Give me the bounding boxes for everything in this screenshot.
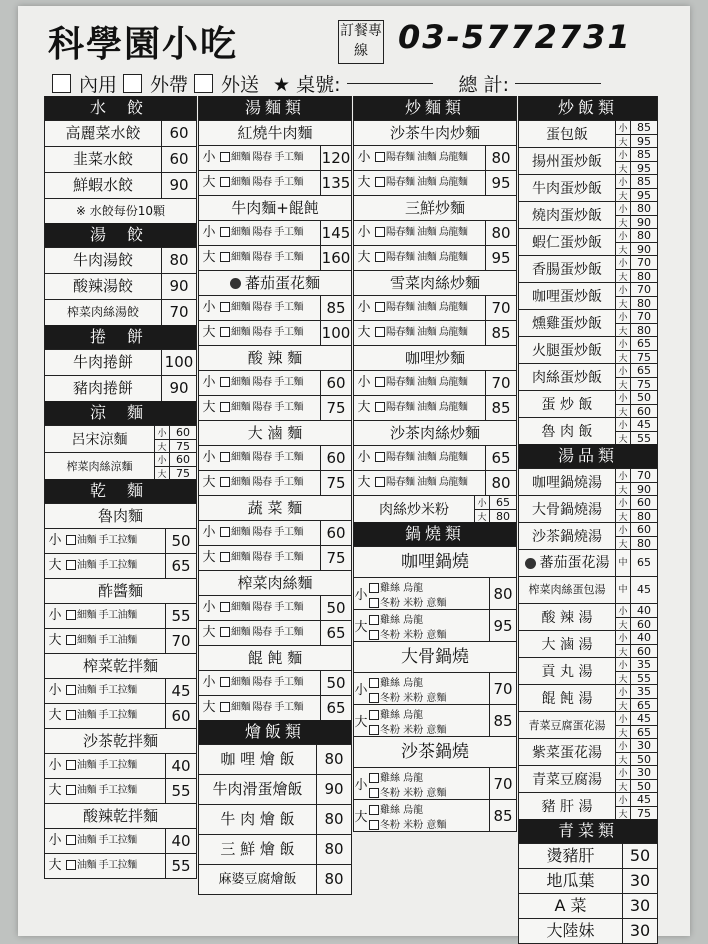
checkbox-icon[interactable] <box>220 627 230 637</box>
menu-item[interactable]: 大 滷 湯 小 大 40 60 <box>519 630 657 657</box>
size-option[interactable]: 小 陽春麵 油麵 烏龍麵 65 <box>354 445 516 470</box>
menu-item-title: 沙茶鍋燒 <box>354 736 516 767</box>
checkbox-icon[interactable] <box>375 402 385 412</box>
menu-item[interactable]: 蕃茄蛋花湯 中 65 <box>519 549 657 576</box>
menu-item[interactable]: 咖 哩 燴 飯 80 <box>199 744 351 774</box>
size-option[interactable]: 小 細麵 陽春 手工麵 145 <box>199 220 351 245</box>
size-option[interactable]: 小 油麵 手工拉麵 40 <box>45 828 196 853</box>
checkbox-icon[interactable] <box>220 377 230 387</box>
checkbox-icon[interactable] <box>220 552 230 562</box>
size-option[interactable]: 小 雞絲 烏龍 冬粉 米粉 意麵 70 <box>354 767 516 799</box>
size-option[interactable]: 小 油麵 手工拉麵 45 <box>45 678 196 703</box>
section-title: 青菜類 <box>519 819 657 843</box>
column-2 <box>198 96 352 895</box>
menu-item[interactable]: 貢 丸 湯 小 大 35 55 <box>519 657 657 684</box>
menu-item[interactable]: A 菜 30 <box>519 893 657 918</box>
size-option[interactable]: 小 細麵 陽春 手工麵 85 <box>199 295 351 320</box>
checkbox-icon[interactable] <box>375 252 385 262</box>
checkbox-icon[interactable] <box>369 583 379 593</box>
checkbox-icon[interactable] <box>375 327 385 337</box>
menu-item[interactable]: 牛肉湯餃 80 <box>45 247 196 273</box>
dumplings-section <box>44 96 197 879</box>
size-option[interactable]: 小 細麵 手工油麵 55 <box>45 603 196 628</box>
checkbox-icon[interactable] <box>220 327 230 337</box>
section-title: 涼 麵 <box>45 401 196 425</box>
size-option[interactable]: 小 陽春麵 油麵 烏龍麵 80 <box>354 145 516 170</box>
menu-item[interactable]: 青菜豆腐蛋花湯 小 大 45 65 <box>519 711 657 738</box>
checkbox-icon[interactable] <box>369 788 379 798</box>
menu-item-title: 大 滷 麵 <box>199 420 351 445</box>
size-option[interactable]: 小 細麵 陽春 手工麵 60 <box>199 520 351 545</box>
menu-item[interactable]: 蛋 炒 飯 小 大 50 60 <box>519 390 657 417</box>
checkbox-icon[interactable] <box>369 678 379 688</box>
menu-item-title: 大骨鍋燒 <box>354 641 516 672</box>
table-number-label: ★ 桌號: <box>273 74 341 96</box>
checkbox-icon[interactable] <box>375 177 385 187</box>
menu-item-title: 蔬 菜 麵 <box>199 495 351 520</box>
menu-item[interactable]: 牛肉捲餅 100 <box>45 349 196 375</box>
size-option[interactable]: 小 油麵 手工拉麵 50 <box>45 528 196 553</box>
menu-item[interactable]: 燒肉蛋炒飯 小 大 80 90 <box>519 201 657 228</box>
menu-item[interactable]: 青菜豆腐湯 小 大 30 50 <box>519 765 657 792</box>
menu-item[interactable]: 揚州蛋炒飯 小 大 85 95 <box>519 147 657 174</box>
delivery-label: 外送 <box>221 74 260 96</box>
tomato-icon <box>230 278 241 289</box>
menu-item[interactable]: 蝦仁蛋炒飯 小 大 80 90 <box>519 228 657 255</box>
size-option[interactable]: 小 細麵 陽春 手工麵 50 <box>199 595 351 620</box>
size-option[interactable]: 大 陽春麵 油麵 烏龍麵 95 <box>354 170 516 195</box>
menu-item[interactable]: 紫菜蛋花湯 小 大 30 50 <box>519 738 657 765</box>
menu-item-title: 酸 辣 麵 <box>199 345 351 370</box>
menu-item-title: 沙茶肉絲炒麵 <box>354 420 516 445</box>
checkbox-icon[interactable] <box>220 152 230 162</box>
checkbox-icon[interactable] <box>220 452 230 462</box>
size-option[interactable]: 小 雞絲 烏龍 冬粉 米粉 意麵 70 <box>354 672 516 704</box>
size-option[interactable]: 大 細麵 陽春 手工麵 65 <box>199 620 351 645</box>
table-number-field[interactable] <box>347 83 433 84</box>
menu-item-title: 三鮮炒麵 <box>354 195 516 220</box>
checkbox-icon[interactable] <box>369 615 379 625</box>
menu-item[interactable]: 酸 辣 湯 小 大 40 60 <box>519 603 657 630</box>
column-3 <box>353 96 517 832</box>
menu-item-title: 牛肉麵+餛飩 <box>199 195 351 220</box>
checkbox-icon[interactable] <box>375 452 385 462</box>
checkbox-icon[interactable] <box>375 227 385 237</box>
section-title: 燴飯類 <box>199 720 351 744</box>
size-option[interactable]: 大 油麵 手工拉麵 60 <box>45 703 196 728</box>
menu-item[interactable]: 榨菜肉絲涼麵 小 大 60 75 <box>45 452 196 479</box>
menu-item[interactable]: 榨菜肉絲湯餃 70 <box>45 299 196 325</box>
menu-item-title: 蕃茄蛋花麵 <box>199 270 351 295</box>
menu-item[interactable]: 酸辣湯餃 90 <box>45 273 196 299</box>
size-option[interactable]: 小 細麵 陽春 手工麵 60 <box>199 370 351 395</box>
total-field[interactable] <box>515 83 601 84</box>
menu-item-title: 榨菜肉絲麵 <box>199 570 351 595</box>
checkbox-icon[interactable] <box>369 693 379 703</box>
size-option[interactable]: 小 陽春麵 油麵 烏龍麵 70 <box>354 295 516 320</box>
menu-item-title: 酢醬麵 <box>45 578 196 603</box>
size-option[interactable]: 大 細麵 陽春 手工麵 75 <box>199 545 351 570</box>
menu-item[interactable]: 牛 肉 燴 飯 80 <box>199 804 351 834</box>
checkbox-icon[interactable] <box>220 302 230 312</box>
size-option[interactable]: 小 雞絲 烏龍 冬粉 米粉 意麵 80 <box>354 577 516 609</box>
tomato-icon <box>525 558 536 569</box>
size-option[interactable]: 大 陽春麵 油麵 烏龍麵 80 <box>354 470 516 495</box>
checkbox-icon[interactable] <box>220 477 230 487</box>
menu-item-title: 沙茶牛肉炒麵 <box>354 120 516 145</box>
menu-item-title: 餛 飩 麵 <box>199 645 351 670</box>
menu-item-title: 紅燒牛肉麵 <box>199 120 351 145</box>
checkbox-icon[interactable] <box>220 177 230 187</box>
phone-number: 03-5772731 <box>398 18 632 56</box>
menu-item-title: 沙茶乾拌麵 <box>45 728 196 753</box>
checkbox-icon[interactable] <box>375 477 385 487</box>
section-title: 湯 餃 <box>45 223 196 247</box>
menu-item[interactable]: 香腸蛋炒飯 小 大 70 80 <box>519 255 657 282</box>
order-options-row <box>52 70 601 97</box>
menu-item[interactable]: 燙豬肝 50 <box>519 843 657 868</box>
checkbox-icon[interactable] <box>369 805 379 815</box>
menu-item-title: 咖哩炒麵 <box>354 345 516 370</box>
menu-item[interactable]: 蛋包飯 小 大 85 95 <box>519 120 657 147</box>
size-option[interactable]: 小 油麵 手工拉麵 40 <box>45 753 196 778</box>
size-option[interactable]: 大 細麵 陽春 手工麵 135 <box>199 170 351 195</box>
section-title: 炒麵類 <box>354 96 516 120</box>
menu-item-title: 魯肉麵 <box>45 503 196 528</box>
size-option[interactable]: 小 細麵 陽春 手工麵 50 <box>199 670 351 695</box>
menu-item-title: 雪菜肉絲炒麵 <box>354 270 516 295</box>
menu-item[interactable]: 肉絲蛋炒飯 小 大 65 75 <box>519 363 657 390</box>
menu-item[interactable]: 鮮蝦水餃 90 <box>45 172 196 198</box>
checkbox-icon[interactable] <box>220 402 230 412</box>
size-option[interactable]: 大 陽春麵 油麵 烏龍麵 85 <box>354 395 516 420</box>
fried-rice-section <box>518 96 658 944</box>
size-option[interactable]: 大 雞絲 烏龍 冬粉 米粉 意麵 85 <box>354 704 516 736</box>
menu-item-title: 酸辣乾拌麵 <box>45 803 196 828</box>
size-option[interactable]: 大 油麵 手工拉麵 65 <box>45 553 196 578</box>
menu-item[interactable]: 豬肉捲餅 90 <box>45 375 196 401</box>
checkbox-icon[interactable] <box>369 725 379 735</box>
section-title: 乾 麵 <box>45 479 196 503</box>
section-title: 鍋燒類 <box>354 522 516 546</box>
section-title: 湯品類 <box>519 444 657 468</box>
checkbox-icon[interactable] <box>369 710 379 720</box>
menu-item[interactable]: 豬 肝 湯 小 大 45 75 <box>519 792 657 819</box>
size-option[interactable]: 大 雞絲 烏龍 冬粉 米粉 意麵 85 <box>354 799 516 831</box>
size-option[interactable]: 大 細麵 陽春 手工麵 75 <box>199 470 351 495</box>
size-option[interactable]: 大 細麵 陽春 手工麵 160 <box>199 245 351 270</box>
menu-item-title: 榨菜乾拌麵 <box>45 653 196 678</box>
menu-item[interactable]: 榨菜肉絲蛋包湯 中 45 <box>519 576 657 603</box>
checkbox-icon[interactable] <box>375 302 385 312</box>
size-option[interactable]: 大 油麵 手工拉麵 55 <box>45 853 196 878</box>
checkbox-icon[interactable] <box>369 820 379 830</box>
menu-item[interactable]: 麻婆豆腐燴飯 80 <box>199 864 351 894</box>
menu-item[interactable]: 燻雞蛋炒飯 小 大 70 80 <box>519 309 657 336</box>
section-title: 炒飯類 <box>519 96 657 120</box>
menu-item[interactable]: 火腿蛋炒飯 小 大 65 75 <box>519 336 657 363</box>
takeout-label: 外帶 <box>150 74 189 96</box>
checkbox-icon[interactable] <box>375 377 385 387</box>
menu-item[interactable]: 韭菜水餃 60 <box>45 146 196 172</box>
dine-in-checkbox[interactable] <box>52 74 71 93</box>
section-title: 捲 餅 <box>45 325 196 349</box>
checkbox-icon[interactable] <box>220 252 230 262</box>
menu-item[interactable]: 咖哩鍋燒湯 小 大 70 90 <box>519 468 657 495</box>
checkbox-icon[interactable] <box>220 227 230 237</box>
size-option[interactable]: 大 雞絲 烏龍 冬粉 米粉 意麵 95 <box>354 609 516 641</box>
dine-in-label: 內用 <box>79 74 118 96</box>
size-option[interactable]: 大 細麵 陽春 手工麵 65 <box>199 695 351 720</box>
size-option[interactable]: 小 細麵 陽春 手工麵 60 <box>199 445 351 470</box>
checkbox-icon[interactable] <box>220 677 230 687</box>
menu-item[interactable]: 地瓜葉 30 <box>519 868 657 893</box>
size-option[interactable]: 大 陽春麵 油麵 烏龍麵 85 <box>354 320 516 345</box>
size-option[interactable]: 大 陽春麵 油麵 烏龍麵 95 <box>354 245 516 270</box>
column-1 <box>44 96 197 879</box>
checkbox-icon[interactable] <box>369 598 379 608</box>
size-option[interactable]: 大 油麵 手工拉麵 55 <box>45 778 196 803</box>
size-option[interactable]: 大 細麵 手工油麵 70 <box>45 628 196 653</box>
checkbox-icon[interactable] <box>369 773 379 783</box>
section-title: 湯麵類 <box>199 96 351 120</box>
menu-item[interactable]: 咖哩蛋炒飯 小 大 70 80 <box>519 282 657 309</box>
menu-item[interactable]: 魯 肉 飯 小 大 45 55 <box>519 417 657 444</box>
menu-item[interactable]: 牛肉蛋炒飯 小 大 85 95 <box>519 174 657 201</box>
section-title: 水 餃 <box>45 96 196 120</box>
checkbox-icon[interactable] <box>220 702 230 712</box>
order-hotline-label: 訂餐專線 <box>338 20 384 64</box>
menu-item[interactable]: 肉絲炒米粉 小 大 65 80 <box>354 495 516 522</box>
checkbox-icon[interactable] <box>220 527 230 537</box>
column-4 <box>518 96 658 944</box>
dumplings-note: ※ 水餃每份10顆 <box>45 198 196 223</box>
menu-item[interactable]: 呂宋涼麵 小 大 60 75 <box>45 425 196 452</box>
menu-item-title: 咖哩鍋燒 <box>354 546 516 577</box>
checkbox-icon[interactable] <box>220 602 230 612</box>
total-label: 總 計: <box>458 74 509 96</box>
menu-item[interactable]: 大骨鍋燒湯 小 大 60 80 <box>519 495 657 522</box>
size-option[interactable]: 小 陽春麵 油麵 烏龍麵 80 <box>354 220 516 245</box>
menu-item[interactable]: 牛肉滑蛋燴飯 90 <box>199 774 351 804</box>
menu-item[interactable]: 餛 飩 湯 小 大 35 65 <box>519 684 657 711</box>
menu-item[interactable]: 沙茶鍋燒湯 小 大 60 80 <box>519 522 657 549</box>
size-option[interactable]: 小 細麵 陽春 手工麵 120 <box>199 145 351 170</box>
size-option[interactable]: 大 細麵 陽春 手工麵 100 <box>199 320 351 345</box>
restaurant-title: 科學園小吃 <box>48 23 239 65</box>
menu-item[interactable]: 三 鮮 燴 飯 80 <box>199 834 351 864</box>
takeout-checkbox[interactable] <box>123 74 142 93</box>
size-option[interactable]: 小 陽春麵 油麵 烏龍麵 70 <box>354 370 516 395</box>
noodle-soup-section <box>198 96 352 895</box>
menu-item[interactable]: 大陸妹 30 <box>519 918 657 943</box>
fried-noodle-section <box>353 96 517 832</box>
menu-item[interactable]: 高麗菜水餃 60 <box>45 120 196 146</box>
checkbox-icon[interactable] <box>375 152 385 162</box>
delivery-checkbox[interactable] <box>194 74 213 93</box>
size-option[interactable]: 大 細麵 陽春 手工麵 75 <box>199 395 351 420</box>
checkbox-icon[interactable] <box>369 630 379 640</box>
